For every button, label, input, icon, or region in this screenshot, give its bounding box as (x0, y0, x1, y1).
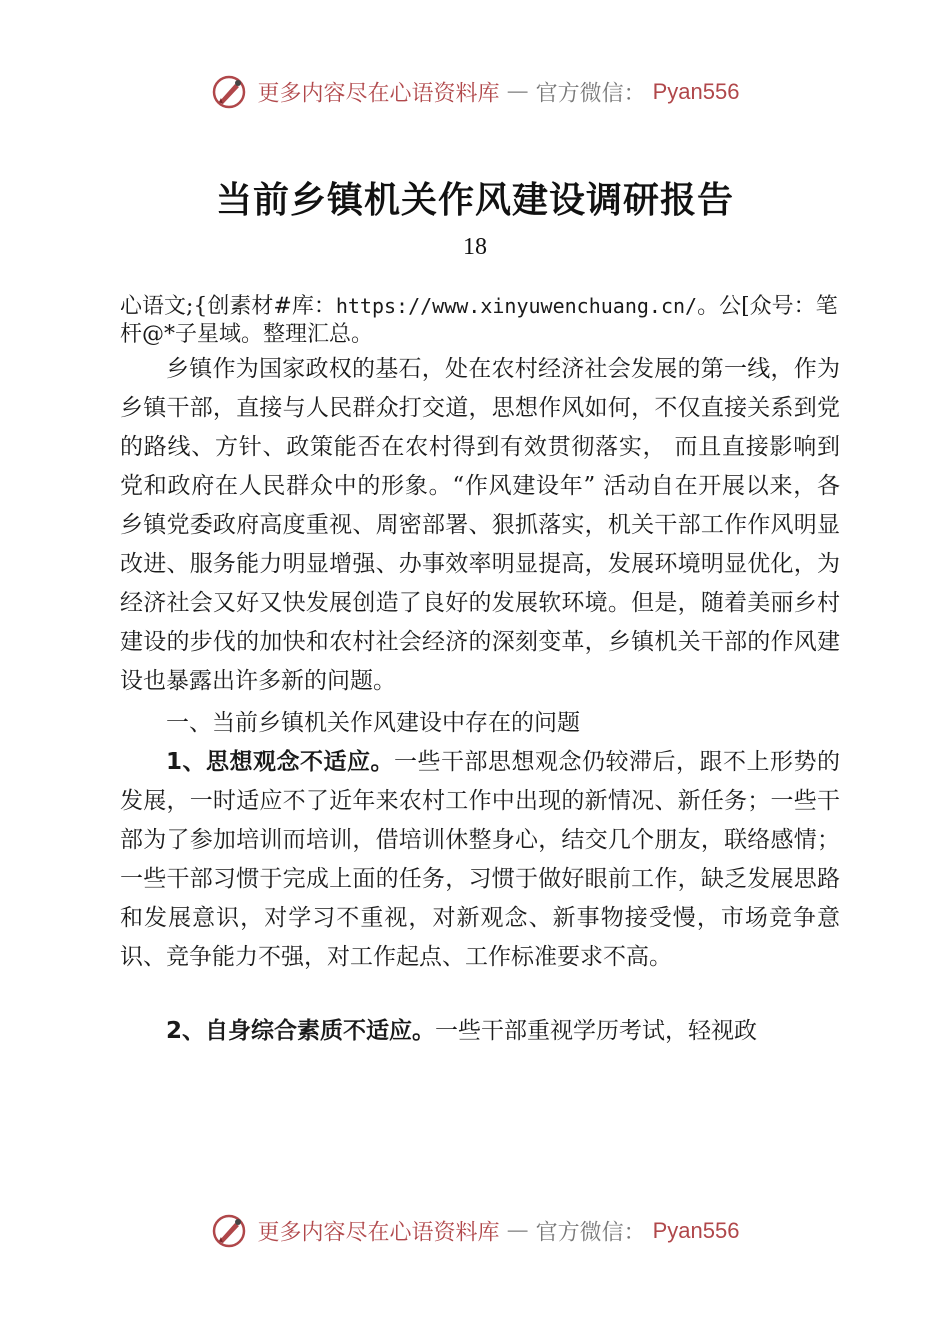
watermark-wechat-label: 官方微信： (535, 1220, 646, 1246)
source-prefix: 心语文;{创素材#库： (120, 294, 336, 319)
pen-logo-icon (211, 1213, 247, 1249)
watermark-wechat-id: Pyan556 (652, 79, 740, 104)
section-2-body: 一些干部重视学历考试，轻视政 (435, 1018, 758, 1044)
pen-logo-icon (211, 74, 247, 110)
source-url: https://www.xinyuwenchuang.cn/ (335, 294, 698, 318)
section-1-body: 一些干部思想观念仍较滞后，跟不上形势的发展，一时适应不了近年来农村工作中出现的新情况、新任务；一些干部为了参加培训而培训，借培训休整身心，结交几个朋友，联络感情；一些干部习惯于完成上面的任务，习惯于做好眼前工作，缺乏发展思路和发展意识，对学习不重视，对新观念、新事物接受慢，市场竞争意识、竞争能力不强，对工作起点、工作标准要求不高。 (120, 749, 840, 970)
watermark-wechat-id: Pyan556 (652, 1218, 740, 1243)
watermark-text: 更多内容尽在心语资料库 (257, 81, 500, 107)
document-title: 当前乡镇机关作风建设调研报告 (215, 180, 734, 221)
section-heading: 一、当前乡镇机关作风建设中存在的问题 (166, 710, 580, 736)
footer-watermark (0, 1213, 950, 1249)
section-2-lead: 2、自身综合素质不适应。 (166, 1018, 436, 1044)
header-watermark (0, 74, 950, 110)
watermark-wechat-label: 官方微信： (535, 81, 646, 107)
section-1-lead: 1、思想观念不适应。 (166, 749, 394, 775)
watermark-separator: — (506, 1218, 529, 1244)
section-2-paragraph (120, 1012, 840, 1051)
section-1-paragraph (120, 743, 840, 977)
intro-paragraph: 乡镇作为国家政权的基石，处在农村经济社会发展的第一线，作为乡镇干部，直接与人民群众打交道，思想作风如何，不仅直接关系到党的路线、方针、政策能否在农村得到有效贯彻落实， 而且直接影响到党和政府在人民群众中的形象。“作风建设年” 活动自在开展以来，各乡镇党委政府高度重视、周密部署、狠抓落实，机关干部工作作风明显改进、服务能力明显增强、办事效率明显提高，发展环境明显优化，为经济社会又好又快发展创造了良好的发展软环境。但是，随着美丽乡村建设的步伐的加快和农村社会经济的深刻变革，乡镇机关干部的作风建设也暴露出许多新的问题。 (120, 356, 840, 694)
watermark-text: 更多内容尽在心语资料库 (257, 1220, 500, 1246)
watermark-separator: — (506, 79, 529, 105)
source-line (120, 292, 840, 349)
document-subtitle: 18 (463, 234, 487, 260)
source-suffix: 。公[众号：笔杆@*子星域。整理汇总。 (120, 294, 838, 347)
